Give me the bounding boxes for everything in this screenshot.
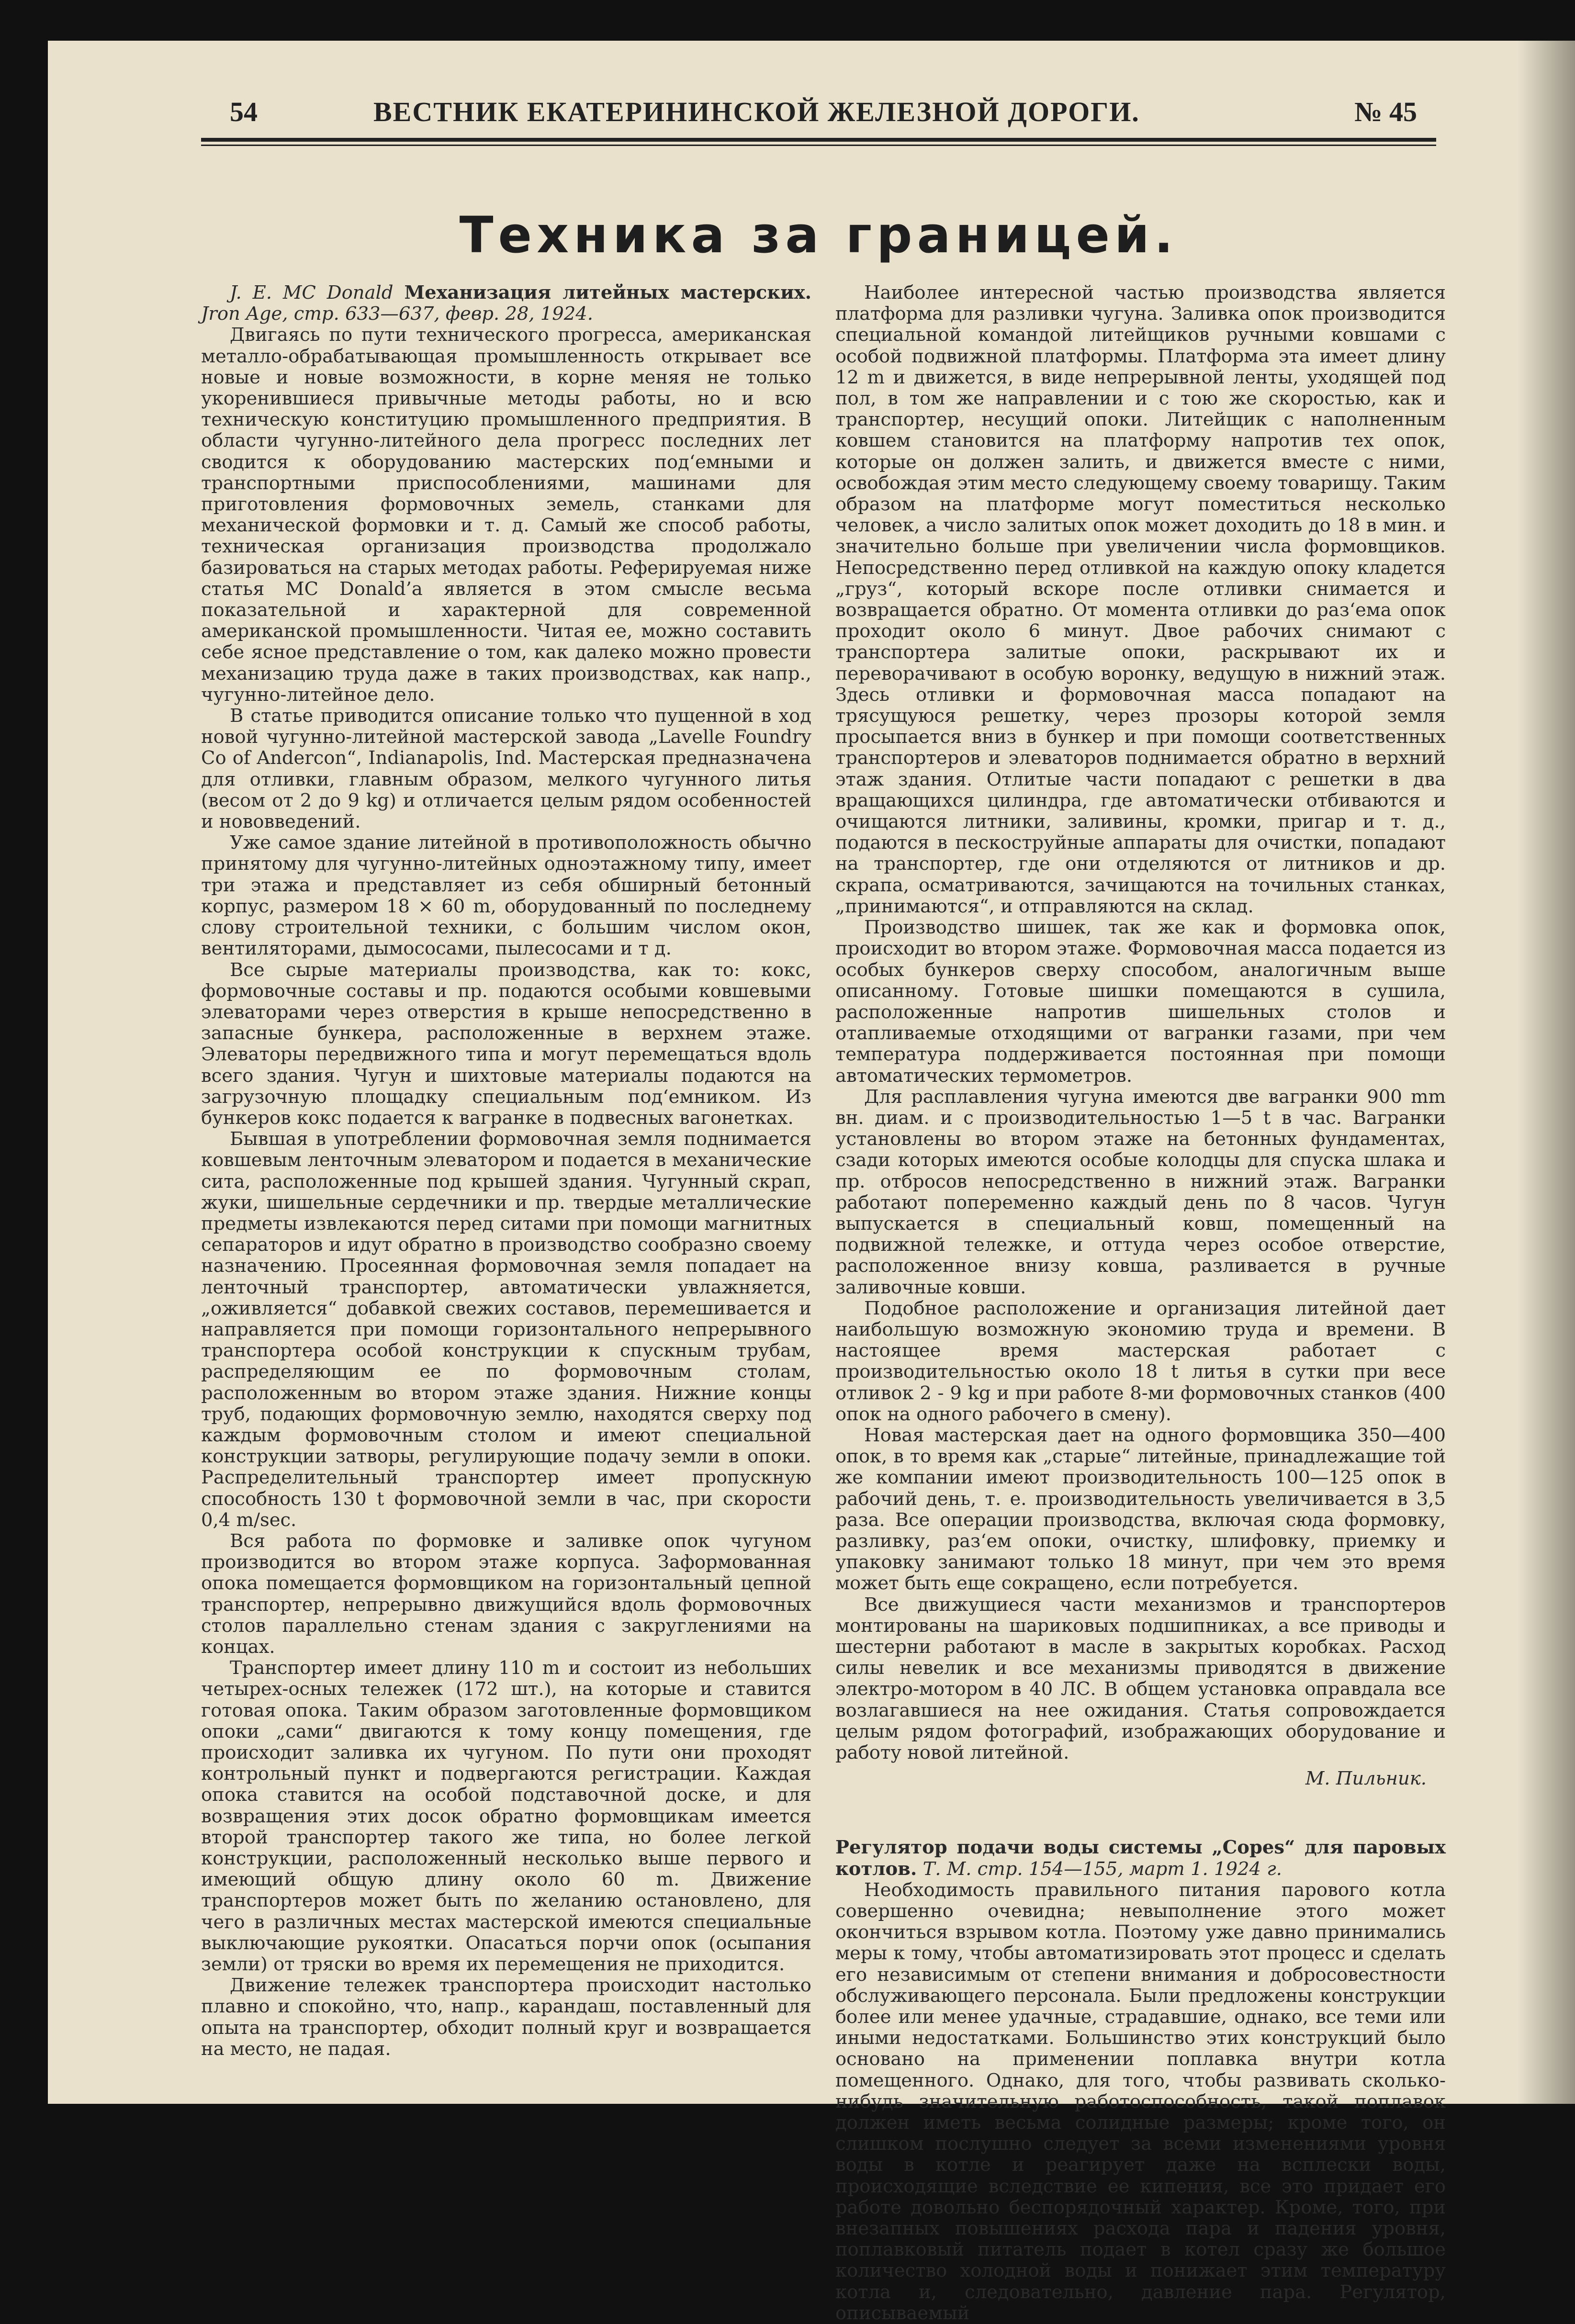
page-number: 54 bbox=[230, 96, 258, 127]
journal-title: ВЕСТНИК ЕКАТЕРИНИНСКОЙ ЖЕЛЕЗНОЙ ДОРОГИ. bbox=[373, 96, 1140, 127]
paragraph: Двигаясь по пути технического прогресса, американская металло-обрабатывающая промышленность открывает все новые и новые возможности, в корне меняя не только укоренившиеся привычные методы работы, но и всю техническую конституцию промышленного предприятия. В области чугунно-литейного дела прогресс последних лет сводится к оборудованию мастерских под‘емными и транспортными приспособлениями, машинами для приготовления формовочных земель, станками для механической формовки и т. д. Самый же способ работы, техническая организация производства продолжало базироваться на старых методах работы. Реферируемая ниже статья MC Donald’a является в этом смысле весьма показательной и характерной для современной американской промышленности. Читая ее, можно составить себе ясное представление о том, как далеко можно провести механизацию труда даже в таких производствах, как напр., чугунно-литейное дело. bbox=[201, 324, 811, 706]
article1-author: J. E. MC Donald bbox=[230, 282, 394, 303]
paragraph: Производство шишек, так же как и формовка опок, происходит во втором этаже. Формовочная масса подается из особых бункеров сверху способом, аналогичным выше описанному. Готовые шишки помещаются в сушила, расположенные напротив шишельных столов и отапливаемые отходящими от вагранки газами, при чем температура поддерживается постоянная при помощи автоматических термометров. bbox=[835, 917, 1446, 1087]
article2-source: Т. М. стр. 154—155, март 1. 1924 г. bbox=[922, 1858, 1282, 1880]
article1-signature: М. Пильник. bbox=[1305, 1768, 1427, 1790]
paragraph: Для расплавления чугуна имеются две вагранки 900 mm вн. диам. и с производительностью 1—5 t в час. Вагранки установлены во втором этаже на бетонных фундаментах, сзади которых имеются особые колодцы для спуска шлака и пр. отбросов непосредственно в нижний этаж. Вагранки работают попеременно каждый день по 8 часов. Чугун выпускается в специальный ковш, помещенный на подвижной тележке, и оттуда через особое отверстие, расположенное внизу ковша, разливается в ручные заливочные ковши. bbox=[835, 1086, 1446, 1298]
paragraph: Все движущиеся части механизмов и транспортеров монтированы на шариковых подшипниках, а все приводы и шестерни работают в масле в закрытых коробках. Расход силы невелик и все механизмы приводятся в движение электро-мотором в 40 ЛС. В общем установка оправдала все возлагавшиеся на нее ожидания. Статья сопровождается целым рядом фотографий, изображающих оборудование и работу новой литейной. bbox=[835, 1594, 1446, 1764]
paragraph: В статье приводится описание только что пущенной в ход новой чугунно-литейной мастерской завода „Lavelle Foundry Co of Andercon“, Indianapolis, Ind. Мастерская предназначена для отливки, главным образом, мелкого чугунного литья (весом от 2 до 9 kg) и отличается целым рядом особенностей и нововведений. bbox=[201, 705, 811, 833]
paragraph: Уже самое здание литейной в противоположность обычно принятому для чугунно-литейных одноэтажному типу, имеет три этажа и представляет из себя обширный бетонный корпус, размером 18 × 60 m, оборудованный по последнему слову строительной техники, с большим числом окон, вентиляторами, дымососами, пылесосами и т д. bbox=[201, 832, 811, 960]
article1-heading bbox=[201, 282, 811, 325]
paragraph: Подобное расположение и организация литейной дает наибольшую возможную экономию труда и времени. В настоящее время мастерская работает с производительностью около 18 t литья в сутки при весе отливок 2 - 9 kg и при работе 8-ми формовочных станков (400 опок на одного рабочего в смену). bbox=[835, 1297, 1446, 1425]
page-header bbox=[201, 96, 1436, 144]
article2-heading bbox=[835, 1837, 1446, 1879]
issue-number: № 45 bbox=[1354, 96, 1417, 127]
paragraph: Наиболее интересной частью производства является платформа для разливки чугуна. Заливка опок производится специальной командой литейщиков ручными ковшами с особой подвижной платформы. Платформа эта имеет длину 12 m и движется, в виде непрерывной ленты, уходящей под пол, в том же направлении и с тою же скоростью, как и транспортер, несущий опоки. Литейщик с наполненным ковшем становится на платформу напротив тех опок, которые он должен залить, и движется вместе с ними, освобождая этим место следующему своему товарищу. Таким образом на платформе могут поместиться несколько человек, а число залитых опок может доходить до 18 в мин. и значительно больше при увеличении числа формовщиков. Непосредственно перед отливкой на каждую опоку кладется „груз“, который вскоре после отливки снимается и возвращается обратно. От момента отливки до раз‘ема опок проходит около 6 минут. Двое рабочих снимают с транспортера залитые опоки, раскрывают их и переворачивают в особую воронку, ведущую в нижний этаж. Здесь отливки и формовочная масса попадают на трясущуюся решетку, через прозоры которой земля просыпается вниз в бункер и при помощи соответственных транспортеров и элеваторов поднимается обратно в верхний этаж здания. Отлитые части попадают с решетки в два вращающихся цилиндра, где автоматически отбиваются и очищаются литники, заливины, кромки, пригар и т. д., подаются в пескоструйные аппараты для очистки, попадают на транспортер, где они отделяются от литников и др. скрапа, осматриваются, зачищаются на точильных станках, „принимаются“, и отправляются на склад. bbox=[835, 282, 1446, 917]
paragraph: Движение тележек транспортера происходит настолько плавно и спокойно, что, напр., карандаш, поставленный для опыта на транспортер, обходит полный круг и возвращается на место, не падая. bbox=[201, 1975, 811, 2060]
page-edge-shadow bbox=[1518, 41, 1575, 2104]
paragraph: Бывшая в употреблении формовочная земля поднимается ковшевым ленточным элеватором и подается в механические сита, расположенные под крышей здания. Чугунный скрап, жуки, шишельные сердечники и пр. твердые металлические предметы извлекаются перед ситами при помощи магнитных сепараторов и идут обратно в производство сообразно своему назначению. Просеянная формовочная земля попадает на ленточный транспортер, автоматически увлажняется, „оживляется“ добавкой свежих составов, перемешивается и направляется при помощи горизонтального непрерывного транспортера особой конструкции к спускным трубам, распределяющим ее по формовочным столам, расположенным во втором этаже здания. Нижние концы труб, подающих формовочную землю, находятся сверху под каждым формовочным столом и имеют специальной конструкции затворы, регулирующие подачу земли в опоки. Распределительный транспортер имеет пропускную способность 130 t формовочной земли в час, при скорости 0,4 m/sec. bbox=[201, 1128, 811, 1531]
article1-source: Jron Age, стр. 633—637, февр. 28, 1924. bbox=[201, 303, 594, 325]
paragraph: Все сырые материалы производства, как то: кокс, формовочные составы и пр. подаются особыми ковшевыми элеваторами через отверстия в крыше непосредственно в запасные бункера, расположенные в верхнем этаже. Элеваторы передвижного типа и могут перемещаться вдоль всего здания. Чугун и шихтовые материалы подаются на загрузочную площадку специальным под‘емником. Из бункеров кокс подается к вагранке в подвесных вагонетках. bbox=[201, 959, 811, 1129]
section-title: Техника за границей. bbox=[459, 206, 1178, 264]
header-rule-thin bbox=[201, 145, 1436, 146]
paragraph: Транспортер имеет длину 110 m и состоит из небольших четырех-осных тележек (172 шт.), на которые и ставится готовая опока. Таким образом заготовленные формовщиком опоки „сами“ двигаются к тому концу помещения, где происходит заливка их чугуном. По пути они проходят контрольный пункт и подвергаются регистрации. Каждая опока ставится на особой подставочной доске, и для возвращения этих досок обратно формовщикам имеется второй транспортер такого же типа, но более легкой конструкции, расположенный несколько выше первого и имеющий общую длину около 60 m. Движение транспортеров может быть по желанию остановлено, для чего в различных местах мастерской имеются специальные выключающие рукоятки. Опасаться порчи опок (осыпания земли) от тряски во время их перемещения не приходится. bbox=[201, 1657, 811, 1976]
paragraph: Вся работа по формовке и заливке опок чугуном производится во втором этаже корпуса. Заформованная опока помещается формовщиком на горизонтальный цепной транспортер, непрерывно движущийся вдоль формовочных столов параллельно стенам здания с закруглениями на концах. bbox=[201, 1530, 811, 1658]
article2-title: Регулятор подачи воды системы „Copes“ для паровых котлов. bbox=[835, 1837, 1446, 1880]
column-right bbox=[835, 282, 1446, 2324]
article1-title: Механизация литейных мастерских. bbox=[404, 282, 811, 303]
column-left bbox=[201, 282, 811, 2060]
header-rule-thick bbox=[201, 138, 1436, 142]
paragraph: Необходимость правильного питания парового котла совершенно очевидна; невыполнение этого может окончиться взрывом котла. Поэтому уже давно принимались меры к тому, чтобы автоматизировать этот процесс и сделать его независимым от степени внимания и добросовестности обслуживающего персонала. Были предложены конструкции более или менее удачные, страдавшие, однако, все теми или иными недостатками. Большинство этих конструкций было основано на применении поплавка внутри котла помещенного. Однако, для того, чтобы развивать сколько-нибудь значительную работоспособность, такой поплавок должен иметь весьма солидные размеры; кроме того, он слишком послушно следует за всеми изменениями уровня воды в котле и реагирует даже на всплески воды, происходящие вследствие ее кипения, все это придает его работе довольно беспорядочный характер. Кроме, того, при внезапных повышениях расхода пара и падения уровня, поплавковый питатель подает в котел сразу же большое количество холодной воды и понижает этим температуру котла и, следовательно, давление пара. Регулятор, описываемый bbox=[835, 1879, 1446, 2324]
article-spacer bbox=[835, 1789, 1446, 1837]
paragraph: Новая мастерская дает на одного формовщика 350—400 опок, в то время как „старые“ литейные, принадлежащие той же компании имеют производительность 100—125 опок в рабочий день, т. е. производительность увеличивается в 3,5 раза. Все операции производства, включая сюда формовку, разливку, раз‘ем опоки, очистку, шлифовку, приемку и упаковку занимают только 18 минут, при чем это время может быть еще сокращено, если потребуется. bbox=[835, 1424, 1446, 1594]
